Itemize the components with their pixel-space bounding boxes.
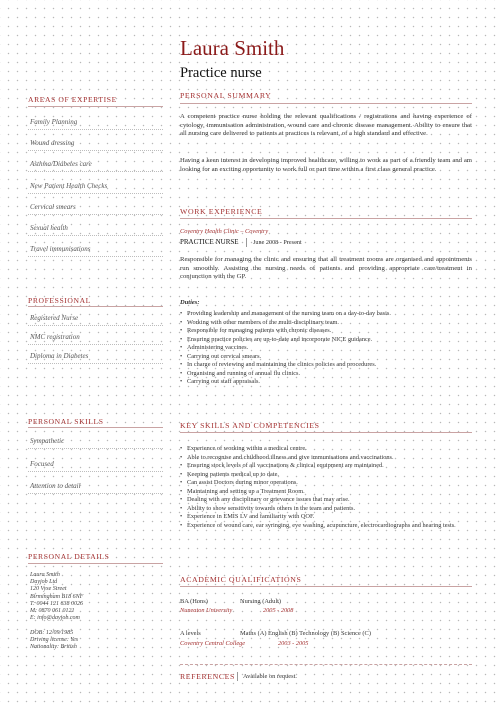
summary-paragraph-2: Having a keen interest in developing improved healthcare, willing to work as part of a friendly team and am looking for an exciting opportunity to work full or part time within a first class general practice. bbox=[180, 157, 472, 173]
summary-paragraph-1: A competent practice nurse holding the relevant qualifications / registrations and having experience of cytology, immunisation administration, wound care and chronic disease management. Ability to ensure that all nursing care delivered to patients at practices is relevant, of a high standard and effective. bbox=[180, 113, 472, 138]
education-heading: ACADEMIC QUALIFICATIONS bbox=[180, 575, 302, 584]
personal-skill-rule bbox=[28, 471, 163, 472]
contact-email: E: info@dayjob.com bbox=[30, 615, 80, 622]
references-separator bbox=[237, 672, 238, 681]
education-detail: Nursing (Adult) bbox=[240, 598, 282, 605]
skills-divider bbox=[180, 432, 472, 433]
expertise-item: Wound dressing bbox=[30, 139, 75, 147]
personal-skill-rule bbox=[28, 448, 163, 449]
duty-item: • Carrying out staff appraisals. bbox=[180, 378, 472, 387]
personal-skills-divider bbox=[28, 427, 163, 428]
professional-item-rule bbox=[28, 344, 163, 345]
personal-skill-rule bbox=[28, 493, 163, 494]
skill-item: • Ensuring stock levels of all vaccinations & clinical equipment are maintained. bbox=[180, 462, 472, 471]
work-heading: WORK EXPERIENCE bbox=[180, 207, 263, 216]
duty-item: • Providing leadership and management of the nursing team on a day-to-day basis. bbox=[180, 310, 472, 319]
skill-item: • Maintaining and setting up a Treatment Room. bbox=[180, 488, 472, 497]
duty-item: • Administering vaccines. bbox=[180, 344, 472, 353]
duty-item: • Carrying out cervical smears. bbox=[180, 353, 472, 362]
professional-item: Registered Nurse bbox=[30, 314, 79, 322]
education-institution: Coventry Central College bbox=[180, 640, 246, 647]
contact-company: Dayjob Ltd bbox=[30, 579, 58, 586]
professional-divider bbox=[28, 306, 163, 307]
personal-details-divider bbox=[28, 563, 163, 564]
duty-item: • In charge of reviewing and maintaining the clinics policies and procedures. bbox=[180, 361, 472, 370]
contact-nationality: Nationality: British bbox=[30, 644, 77, 651]
education-institution: Nuneaton University bbox=[180, 607, 233, 614]
contact-mobile: M: 0870 061 0121 bbox=[30, 608, 75, 615]
personal-skill-item: Attention to detail bbox=[30, 482, 81, 490]
education-years: 2003 - 2005 bbox=[278, 640, 309, 647]
professional-item: Diploma in Diabetes bbox=[30, 352, 89, 360]
references-text: Available on request. bbox=[243, 673, 298, 680]
resume-job-title: Practice nurse bbox=[180, 65, 262, 81]
summary-heading: PERSONAL SUMMARY bbox=[180, 91, 272, 100]
expertise-divider bbox=[28, 106, 163, 107]
duties-label: Duties: bbox=[180, 299, 200, 306]
duties-list bbox=[180, 310, 472, 387]
contact-city: Birmingham B18 6NF bbox=[30, 593, 84, 600]
contact-spacer bbox=[30, 622, 170, 629]
resume-name: Laura Smith bbox=[180, 36, 285, 60]
education-years: 2005 - 2008 bbox=[263, 607, 294, 614]
personal-skill-item: Focused bbox=[30, 460, 54, 468]
expertise-item: Cervical smears bbox=[30, 203, 76, 211]
expertise-item-rule bbox=[28, 171, 163, 172]
expertise-item: Asthma/Diabetes care bbox=[30, 160, 92, 168]
work-title-separator bbox=[246, 238, 247, 247]
expertise-item: Sexual health bbox=[30, 224, 68, 232]
work-job-title: PRACTICE NURSE bbox=[180, 238, 239, 246]
expertise-item: New Patient Health Checks bbox=[30, 182, 108, 190]
professional-heading: PROFESSIONAL bbox=[28, 296, 91, 305]
summary-divider bbox=[180, 103, 472, 104]
expertise-item-rule bbox=[28, 193, 163, 194]
education-detail: Maths (A) English (B) Technology (B) Science (C) bbox=[240, 630, 371, 637]
work-dates: June 2008 - Present bbox=[253, 239, 302, 246]
skill-item: • Experience in EMIS LV and familiarity with QOF. bbox=[180, 513, 472, 522]
education-divider bbox=[180, 586, 472, 587]
contact-name: Laura Smith bbox=[30, 572, 60, 578]
professional-item: NMC registration bbox=[30, 333, 80, 341]
personal-skills-heading: PERSONAL SKILLS bbox=[28, 417, 104, 426]
expertise-item-rule bbox=[28, 150, 163, 151]
skill-item: • Able to recognise and childhood illness and give immunisations and vaccinations. bbox=[180, 454, 472, 463]
skill-item: • Dealing with any disciplinary or grievance issues that may arise. bbox=[180, 496, 472, 505]
duty-item: • Ensuring practice policies are up-to-date and incorporate NICE guidance. bbox=[180, 336, 472, 345]
expertise-item-rule bbox=[28, 214, 163, 215]
contact-driving: Driving license: Yes bbox=[30, 636, 79, 643]
skill-item: • Experience of working within a medical centre. bbox=[180, 445, 472, 454]
personal-details-block bbox=[30, 572, 170, 651]
duty-item: • Working with other members of the multi-disciplinary team. bbox=[180, 319, 472, 328]
education-level: BA (Hons) bbox=[180, 598, 208, 605]
expertise-item-rule bbox=[28, 235, 163, 236]
skills-list bbox=[180, 445, 472, 530]
skills-heading: KEY SKILLS AND COMPETENCIES bbox=[180, 421, 320, 430]
skill-item: • Can assist Doctors during minor operations. bbox=[180, 479, 472, 488]
skill-item: • Keeping patients medical up to date. bbox=[180, 471, 472, 480]
expertise-item-rule bbox=[28, 256, 163, 257]
contact-telephone: T: 0044 121 638 0026 bbox=[30, 600, 84, 607]
work-employer: Coventry Health Clinic – Coventry bbox=[180, 228, 269, 235]
references-divider bbox=[180, 664, 472, 665]
contact-street: 120 Vyse Street bbox=[30, 586, 67, 593]
duty-item: • Responsible for managing patients with chronic diseases. bbox=[180, 327, 472, 336]
personal-details-heading: PERSONAL DETAILS bbox=[28, 552, 110, 561]
skill-item: • Ability to show sensitivity towards others in the team and patients. bbox=[180, 505, 472, 514]
expertise-item: Travel immunisations bbox=[30, 245, 91, 253]
expertise-item: Family Planning bbox=[30, 118, 78, 126]
education-level: A levels bbox=[180, 630, 201, 637]
expertise-item-rule bbox=[28, 129, 163, 130]
personal-skill-item: Sympathetic bbox=[30, 437, 65, 445]
contact-dob: DOB: 12/09/1985 bbox=[30, 629, 74, 636]
duty-item: • Organising and running of annual flu clinics. bbox=[180, 370, 472, 379]
skill-item: • Experience of wound care, ear syringing, eye washing, acupuncture, electrocardiographs and hearing tests. bbox=[180, 522, 472, 531]
professional-item-rule bbox=[28, 325, 163, 326]
work-divider bbox=[180, 218, 472, 219]
work-description: Responsible for managing the clinic and ensuring that all treatment rooms are organised and appointments run smoothly. Assisting the nursing needs of patients and providing appropriate care/treatment in conjunction with the GP. bbox=[180, 256, 472, 281]
references-heading: REFERENCES bbox=[180, 672, 235, 681]
expertise-heading: AREAS OF EXPERTISE bbox=[28, 95, 117, 104]
professional-item-rule bbox=[28, 363, 163, 364]
